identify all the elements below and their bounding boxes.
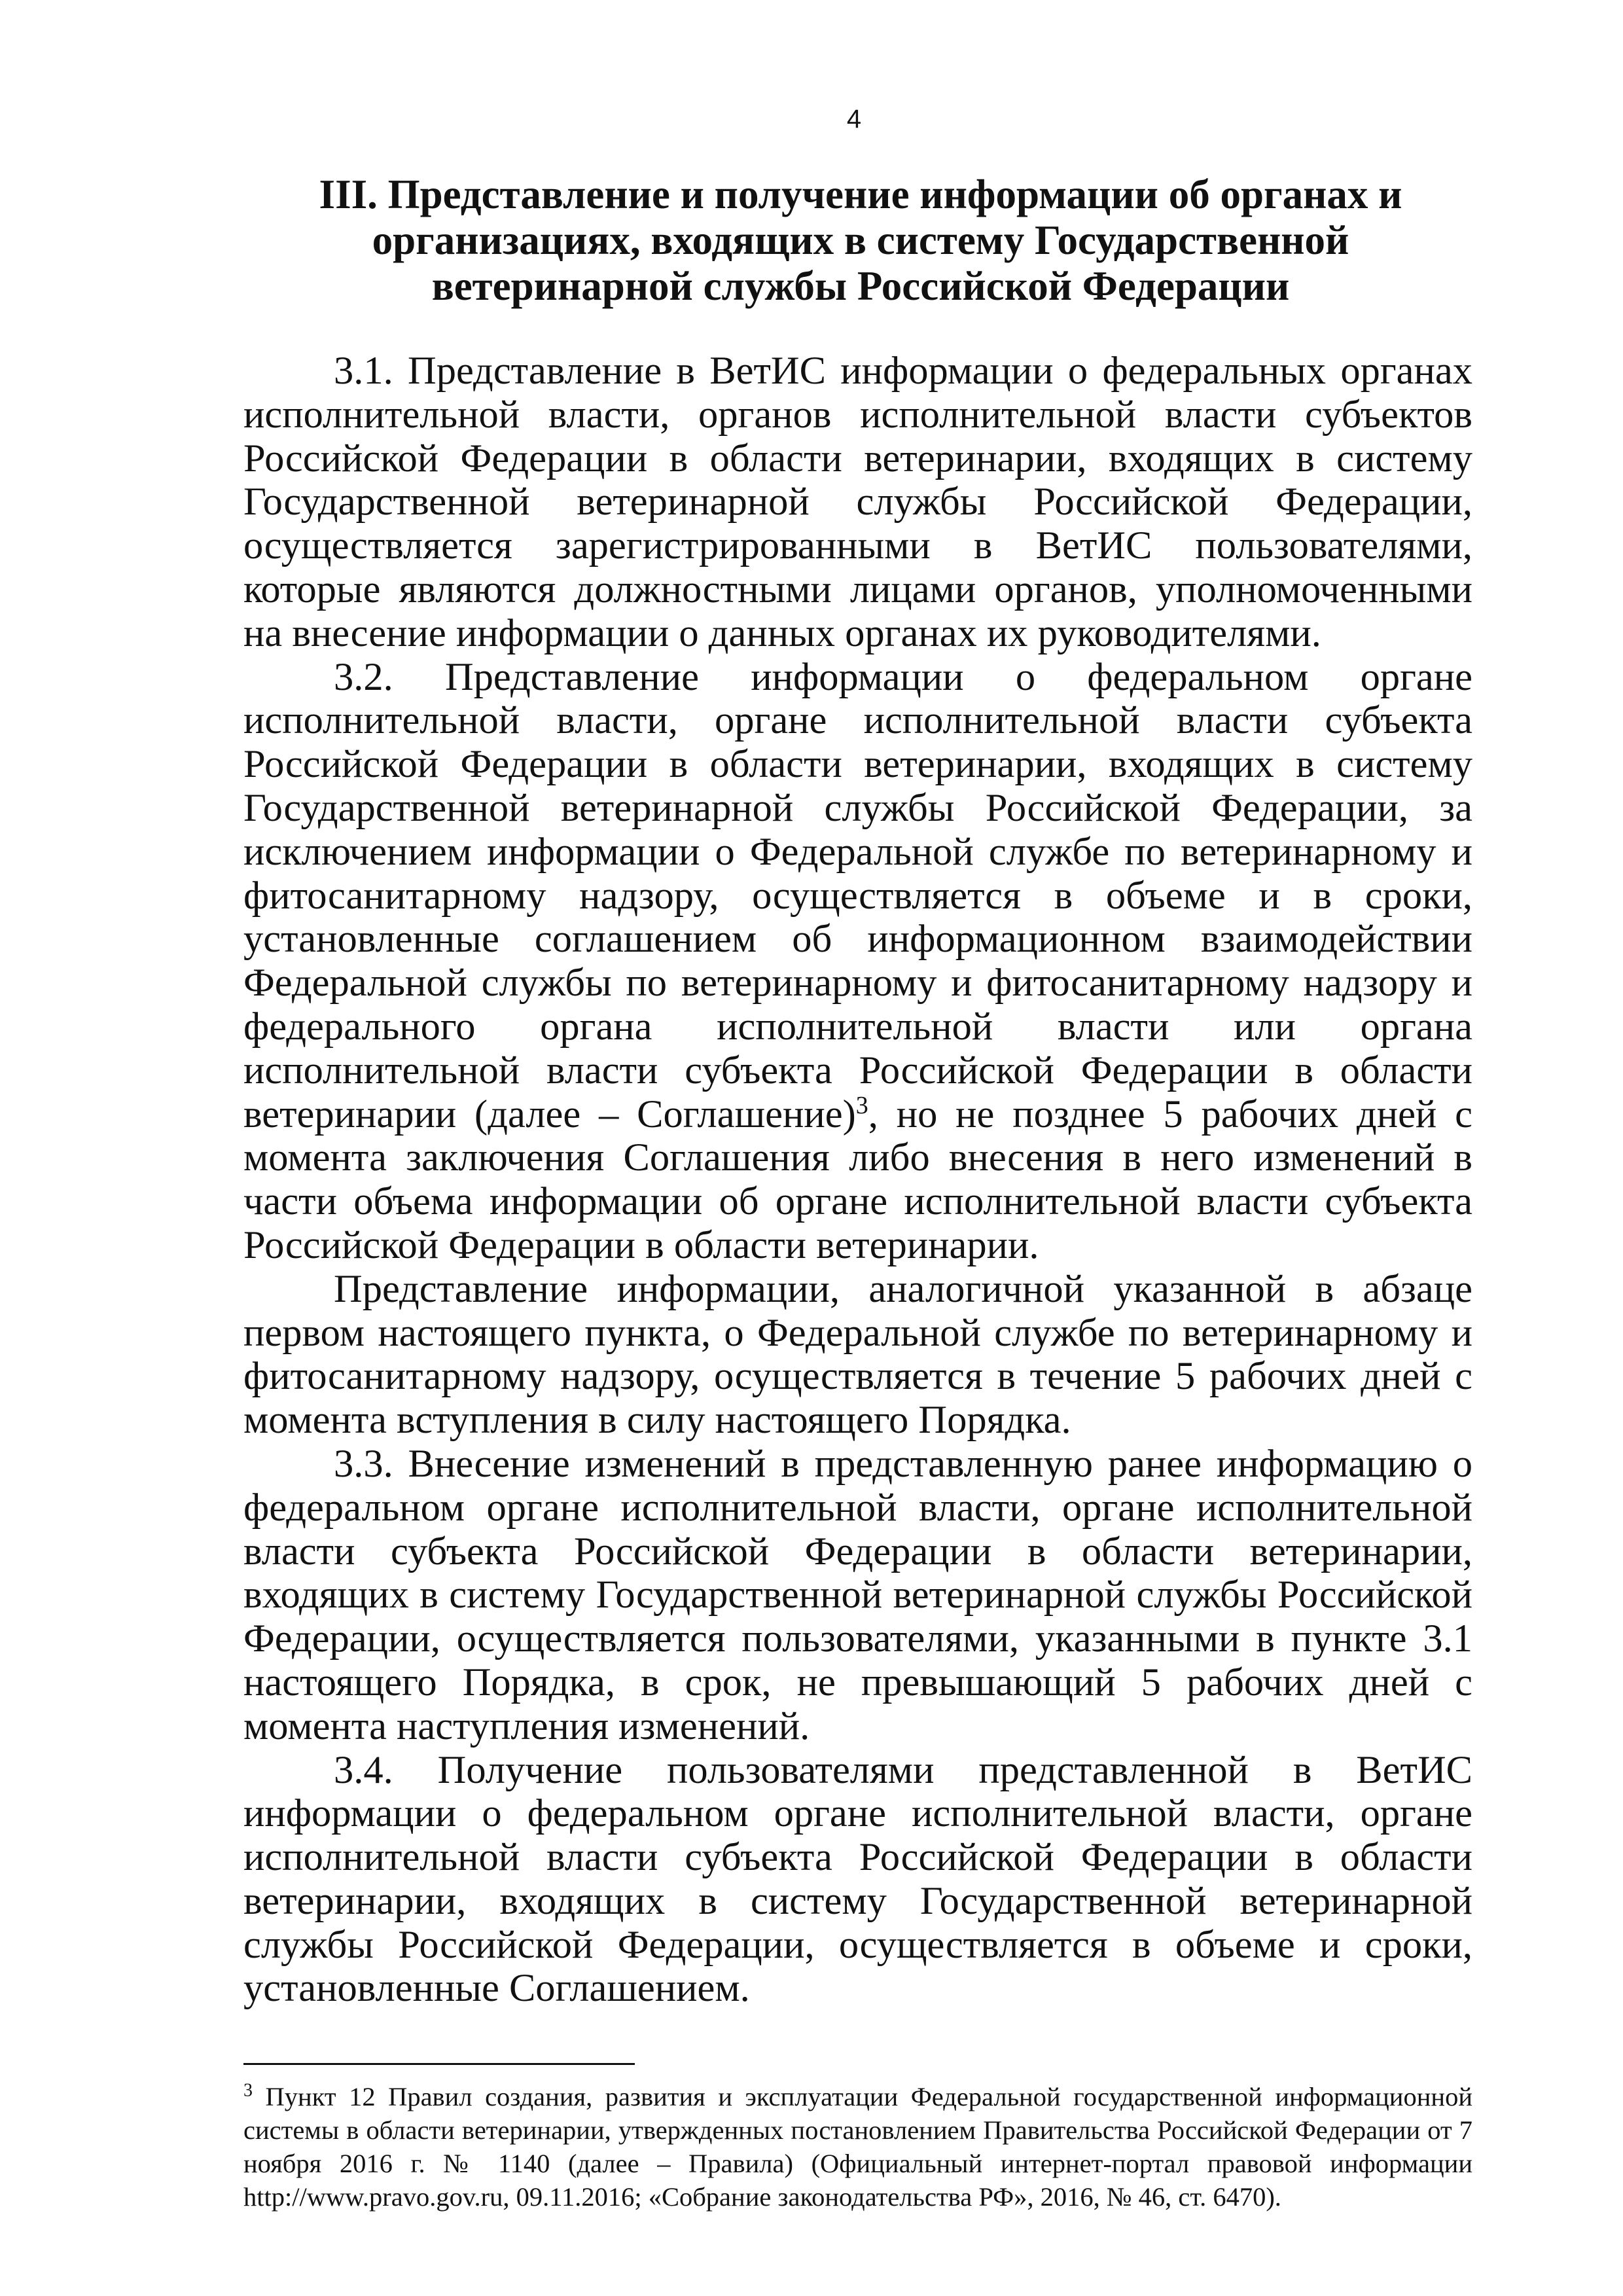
footnote-reference: 3 xyxy=(855,1091,868,1119)
footnote-divider xyxy=(243,2063,635,2065)
paragraph-3-2-text-start: 3.2. Представление информации о федеральном органе исполнительной власти, органе исполнительной власти субъекта Российской Федерации в области ветеринарии, входящих в систему Государственной ветеринарной службы Российской Федерации, за исключением информации о Федеральной службе по ветеринарному и фитосанитарному надзору, осуществляется в объеме и в сроки, установленные соглашением об информационном взаимодействии Федеральной службы по ветеринарному и фитосанитарному надзору и федерального органа исполнительной власти или органа исполнительной власти субъекта Российской Федерации в области ветеринарии (далее – Соглашение) xyxy=(243,655,1472,1136)
footnote-text: Пункт 12 Правил создания, развития и эксплуатации Федеральной государственной информационной системы в области ветеринарии, утвержденных постановлением Правительства Российской Федерации от 7 ноября 2016 г. № 1140 (далее – Правила) (Официальный интернет-портал правовой информации http://www.pravo.gov.ru, 09.11.2016; «Собрание законодательства РФ», 2016, № 46, ст. 6470). xyxy=(243,2082,1473,2212)
document-body xyxy=(243,350,1472,2011)
paragraph-3-4: 3.4. Получение пользователями представленной в ВетИС информации о федеральном органе исполнительной власти, органе исполнительной власти субъекта Российской Федерации в области ветеринарии, входящих в систему Государственной ветеринарной службы Российской Федерации, осуществляется в объеме и сроки, установленные Соглашением. xyxy=(243,1748,1472,2011)
paragraph-3-3: 3.3. Внесение изменений в представленную ранее информацию о федеральном органе исполнительной власти, органе исполнительной власти субъекта Российской Федерации в области ветеринарии, входящих в систему Государственной ветеринарной службы Российской Федерации, осуществляется пользователями, указанными в пункте 3.1 настоящего Порядка, в срок, не превышающий 5 рабочих дней с момента наступления изменений. xyxy=(243,1441,1472,1748)
footnote xyxy=(243,2080,1472,2214)
paragraph-3-2-text-end: , но не позднее 5 рабочих дней с момента заключения Соглашения либо внесения в него изменений в части объема информации об органе исполнительной власти субъекта Российской Федерации в области ветеринарии. xyxy=(243,1092,1472,1267)
paragraph-3-2 xyxy=(243,656,1472,1268)
paragraph-3-2-second: Представление информации, аналогичной указанной в абзаце первом настоящего пункта, о Федеральной службе по ветеринарному и фитосанитарному надзору, осуществляется в течение 5 рабочих дней с момента вступления в силу настоящего Порядка. xyxy=(243,1266,1472,1443)
page-number: 4 xyxy=(846,105,862,134)
paragraph-3-1: 3.1. Представление в ВетИС информации о федеральных органах исполнительной власти, органов исполнительной власти субъектов Российской Федерации в области ветеринарии, входящих в систему Государственной ветеринарной службы Российской Федерации, осуществляется зарегистрированными в ВетИС пользователями, которые являются должностными лицами органов, уполномоченными на внесение информации о данных органах их руководителями. xyxy=(243,349,1472,655)
footnote-marker: 3 xyxy=(243,2080,253,2101)
section-heading: III. Представление и получение информации об органах и организациях, входящих в систему Государственной ветеринарной службы Российской Федерации xyxy=(319,171,1402,309)
